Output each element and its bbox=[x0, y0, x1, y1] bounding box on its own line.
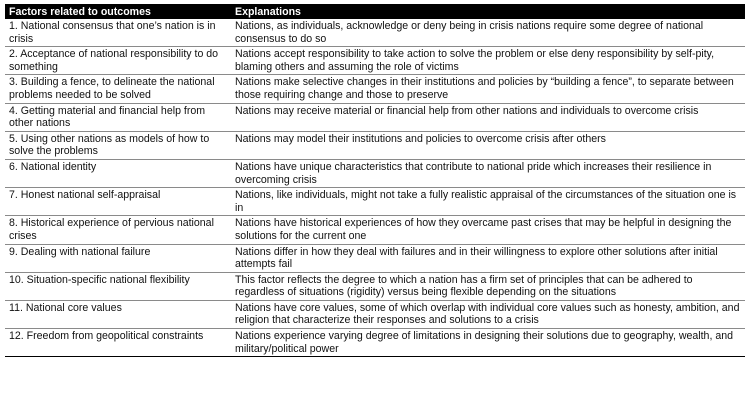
table-row bbox=[5, 244, 745, 272]
explanation-cell: Nations have historical experiences of how they overcame past crises that may be helpful in designing the solutions for the current one bbox=[231, 216, 745, 244]
factor-cell: 3. Building a fence, to delineate the national problems needed to be solved bbox=[5, 75, 231, 103]
factor-cell: 8. Historical experience of pervious national crises bbox=[5, 216, 231, 244]
table-row bbox=[5, 75, 745, 103]
factor-cell: 4. Getting material and financial help from other nations bbox=[5, 103, 231, 131]
table-body bbox=[5, 19, 745, 357]
explanation-cell: Nations may receive material or financial help from other nations and individuals to overcome crisis bbox=[231, 103, 745, 131]
explanation-cell: Nations differ in how they deal with failures and in their willingness to explore other solutions after initial attempts fail bbox=[231, 244, 745, 272]
explanation-cell: Nations have unique characteristics that contribute to national pride which increases their resilience in overcoming crisis bbox=[231, 159, 745, 187]
explanation-cell: Nations make selective changes in their institutions and policies by “building a fence”, to separate between those requiring change and those to preserve bbox=[231, 75, 745, 103]
table-row bbox=[5, 47, 745, 75]
table-row bbox=[5, 103, 745, 131]
header-factors: Factors related to outcomes bbox=[5, 4, 231, 19]
factors-table-container bbox=[5, 4, 745, 357]
table-row bbox=[5, 131, 745, 159]
factor-cell: 9. Dealing with national failure bbox=[5, 244, 231, 272]
table-row bbox=[5, 188, 745, 216]
factor-cell: 12. Freedom from geopolitical constraints bbox=[5, 329, 231, 357]
header-explanations: Explanations bbox=[231, 4, 745, 19]
explanation-cell: This factor reflects the degree to which a nation has a firm set of principles that can be adhered to regardless of situations (rigidity) versus being flexible depending on the situations bbox=[231, 272, 745, 300]
table-row bbox=[5, 329, 745, 357]
factor-cell: 6. National identity bbox=[5, 159, 231, 187]
explanation-cell: Nations, as individuals, acknowledge or deny being in crisis nations require some degree of national consensus to do so bbox=[235, 20, 704, 45]
table-row bbox=[5, 159, 745, 187]
header-row bbox=[5, 4, 745, 19]
factor-cell: 7. Honest national self-appraisal bbox=[5, 188, 231, 216]
explanation-cell: Nations experience varying degree of limitations in designing their solutions due to geography, wealth, and military/political power bbox=[231, 329, 745, 357]
explanation-cell: Nations have core values, some of which overlap with individual core values such as honesty, ambition, and religion that characterize their responses and solutions to a crisis bbox=[231, 300, 745, 328]
table-row bbox=[5, 272, 745, 300]
factor-cell: 2. Acceptance of national responsibility to do something bbox=[5, 47, 231, 75]
factor-cell: 11. National core values bbox=[5, 300, 231, 328]
factor-cell: 5. Using other nations as models of how to solve the problems bbox=[5, 131, 231, 159]
factor-cell: 10. Situation-specific national flexibility bbox=[5, 272, 231, 300]
factor-cell: 1. National consensus that one’s nation is in crisis bbox=[9, 20, 216, 45]
table-row bbox=[5, 19, 745, 47]
explanation-cell: Nations, like individuals, might not take a fully realistic appraisal of the circumstances of the situation one is in bbox=[231, 188, 745, 216]
table-row bbox=[5, 300, 745, 328]
factors-table bbox=[5, 4, 745, 357]
table-row bbox=[5, 216, 745, 244]
explanation-cell: Nations may model their institutions and policies to overcome crisis after others bbox=[231, 131, 745, 159]
table-header bbox=[5, 4, 745, 19]
explanation-cell: Nations accept responsibility to take action to solve the problem or else deny responsibility by self-pity, blaming others and assuming the role of victims bbox=[231, 47, 745, 75]
